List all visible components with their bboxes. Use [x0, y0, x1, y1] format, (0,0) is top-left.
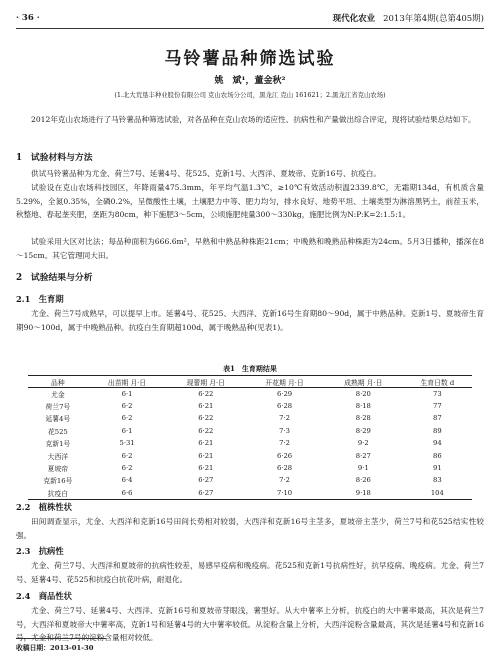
growth-period-table — [28, 375, 472, 500]
table-cell: 7·2 — [279, 414, 290, 423]
table-cell: 6·22 — [198, 389, 214, 398]
table-cell: 8·26 — [355, 476, 371, 485]
table-cell: 8·18 — [355, 402, 371, 411]
table-cell: 86 — [433, 451, 442, 460]
table-cell: 6·2 — [121, 402, 133, 411]
section-2-3-text: 尤金、荷兰7号、大西洋和夏坡帝的抗病性较差，易感早疫病和晚疫病。花525和克新1号抗病性好，抗早疫病、晚疫病。尤金、荷兰7号、延薯4号、花525和抗疫白抗花叶病，耐退化。 — [16, 561, 484, 584]
table-cell: 6·4 — [121, 476, 133, 485]
table-header-row — [28, 376, 472, 388]
table-cell: 6·21 — [198, 464, 214, 473]
table-row — [28, 474, 472, 486]
table-cell: 尤金 — [51, 390, 65, 399]
section-2-heading: 2 试验结果与分析 — [16, 273, 93, 283]
table-cell: 克新1号 — [45, 440, 71, 449]
table-cell: 大西洋 — [47, 452, 69, 461]
table-cell: 8·28 — [355, 414, 371, 423]
table-cell: 6·27 — [166, 487, 245, 499]
table-row — [28, 449, 472, 461]
table-cell: 77 — [433, 402, 442, 411]
table-cell: 104 — [403, 487, 472, 499]
page-number: · 36 · — [16, 13, 40, 23]
table-row — [28, 425, 472, 437]
table-cell: 73 — [433, 389, 442, 398]
table-cell: 6·2 — [121, 464, 133, 473]
section-1-design: 试验采用大区对比法；每品种面积为666.6m²，早熟和中熟品种株距21cm；中晚熟和晚熟品种株距为24cm。5月3日播种，播深在8～15cm。其它管理同大田。 — [16, 237, 484, 260]
header-rule — [16, 28, 484, 29]
table-cell: 6·28 — [277, 464, 293, 473]
authors: 姚 斌¹，董金秋² — [214, 76, 286, 86]
table-cell: 8·29 — [355, 426, 371, 435]
section-2-4-text: 尤金、荷兰7号、延薯4号、大西洋、克新16号和夏坡帝芽眼浅，薯型好。从大中薯率上分析，抗疫白的大中薯率最高，其次是荷兰7号，大西洋和夏坡帝大中薯率高，克新1号和延薯4号的大中薯率较低。从淀粉含量上分析，大西洋淀粉含量最高，其次是延薯4号和克新16号，尤金和荷兰7号的淀粉含量相对较低。 — [16, 606, 484, 643]
section-1-materials: 供试马铃薯品种为尤金、荷兰7号、延薯4号、花525、克新1号、大西洋、夏坡帝、克新16号、抗疫白。 — [31, 169, 381, 178]
table-cell: 6·21 — [198, 451, 214, 460]
table-cell: 9·1 — [357, 464, 369, 473]
table-header-cell: 品种 — [28, 376, 88, 388]
table-cell: 6·1 — [121, 426, 133, 435]
table-cell: 花525 — [47, 427, 68, 436]
section-2-2-text: 田间调查显示，尤金、大西洋和克新16号田间长势相对较弱，大西洋和克新16号主茎多，夏坡帝主茎少，荷兰7号和花525结实性较强。 — [16, 517, 484, 540]
table-cell: 6·29 — [277, 389, 293, 398]
table-header-cell: 成熟期 月·日 — [324, 376, 403, 388]
table-cell: 延薯4号 — [45, 415, 71, 424]
section-1-heading: 1 试验材料与方法 — [16, 153, 93, 163]
table-cell: 6·2 — [121, 451, 133, 460]
table-cell: 89 — [433, 426, 442, 435]
table-1-caption: 表1 生育期结果 — [223, 364, 277, 373]
received-date: 收稿日期：2013-01-30 — [16, 644, 94, 652]
table-cell: 6·26 — [277, 451, 293, 460]
table-cell: 6·21 — [198, 402, 214, 411]
table-header-cell: 生育日数 d — [403, 376, 472, 388]
table-cell: 6·1 — [121, 389, 133, 398]
table-cell: 87 — [433, 414, 442, 423]
table-cell: 7·3 — [279, 426, 290, 435]
affiliation: (1.北大荒垦丰种业股份有限公司 克山农场分公司，黑龙江 克山 161621；2.黑龙江省克山农场) — [114, 91, 386, 99]
section-2-1-text: 尤金、荷兰7号成熟早，可以提早上市。延薯4号、花525、大西洋、克新16号生育期80～90d，属于中熟品种。克新1号、夏坡帝生育期90～100d，属于中晚熟品种。抗疫白生育期超100d，属于晚熟品种(见表1)。 — [16, 309, 484, 332]
table-cell: 5·31 — [119, 439, 135, 448]
table-cell: 夏坡帝 — [47, 465, 69, 474]
table-row — [28, 487, 472, 499]
table-row — [28, 400, 472, 412]
running-header — [16, 10, 484, 26]
section-2-1-heading: 2.1 生育期 — [16, 294, 64, 304]
table-cell: 9·18 — [324, 487, 403, 499]
section-1-site: 试验设在克山农场科技园区，年降雨量475.3mm，年平均气温1.3℃，≥10℃有效活动积温2339.8℃，无霜期134d，有机质含量5.29%，全氮0.35%，全磷0.2%，呈微酸性土壤，土壤肥力中等、肥力均匀，排水良好、地势平坦、土壤类型为淋溶黑钙土，前茬玉米，秋整地、春起垄夹肥，垄距为80cm，种下施肥3～5cm，公顷施肥纯量300～330kg，施肥比例为N:P:K=2:1.5:1。 — [16, 183, 484, 220]
table-cell: 6·21 — [198, 439, 214, 448]
table-cell: 8·20 — [355, 389, 371, 398]
section-2-2-heading: 2.2 植株性状 — [16, 502, 72, 512]
table-cell: 6·28 — [277, 402, 293, 411]
table-cell: 6·6 — [88, 487, 167, 499]
table-header-cell: 出苗期 月·日 — [88, 376, 167, 388]
table-cell: 7·2 — [279, 439, 290, 448]
table-row — [28, 388, 472, 400]
table-cell: 6·2 — [121, 414, 133, 423]
table-cell: 抗疫白 — [28, 487, 88, 499]
section-2-4-heading: 2.4 商品性状 — [16, 591, 72, 601]
table-cell: 83 — [433, 476, 442, 485]
table-cell: 8·27 — [355, 451, 371, 460]
journal-name: 现代化农业 — [332, 14, 376, 24]
table-row — [28, 462, 472, 474]
footnote-rule — [16, 638, 106, 639]
section-2-3-heading: 2.3 抗病性 — [16, 546, 64, 556]
table-cell: 9·2 — [357, 439, 369, 448]
table-header-cell: 现蕾期 月·日 — [166, 376, 245, 388]
table-cell: 7·2 — [279, 476, 290, 485]
table-cell: 克新16号 — [43, 477, 73, 486]
table-cell: 6·22 — [198, 426, 214, 435]
table-header-cell: 开花期 月·日 — [245, 376, 324, 388]
table-cell: 荷兰7号 — [45, 403, 71, 412]
article-title: 马铃薯品种筛选试验 — [164, 49, 336, 69]
table-cell: 94 — [433, 439, 442, 448]
issue-info: 2013年第4期(总第405期) — [383, 14, 484, 24]
abstract: 2012年克山农场进行了马铃薯品种筛选试验，对各品种在克山农场的适应性、抗病性和产量做出综合评定，现将试验结果总结如下。 — [31, 115, 476, 124]
table-cell: 7·10 — [245, 487, 324, 499]
table-cell: 91 — [433, 464, 442, 473]
table-row — [28, 437, 472, 449]
table-cell: 6·27 — [198, 476, 214, 485]
table-row — [28, 412, 472, 424]
table-cell: 6·22 — [198, 414, 214, 423]
